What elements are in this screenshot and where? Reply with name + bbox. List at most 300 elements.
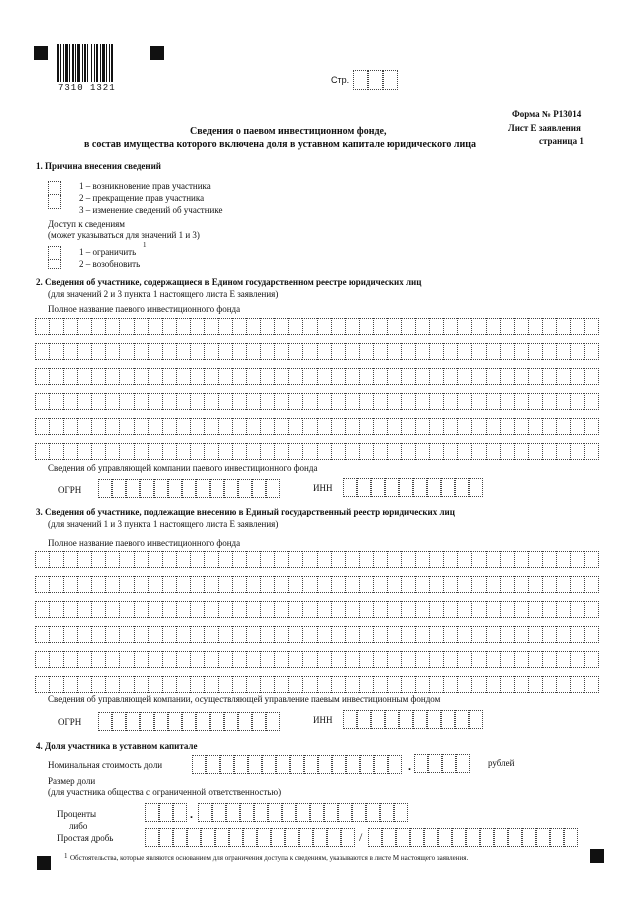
input-cell[interactable]	[288, 651, 302, 668]
input-cell[interactable]	[266, 479, 280, 498]
input-cell[interactable]	[232, 601, 246, 618]
input-cell[interactable]	[204, 551, 218, 568]
input-cell[interactable]	[119, 393, 133, 410]
access-code-box[interactable]	[48, 246, 61, 260]
input-cell[interactable]	[443, 393, 457, 410]
input-cell[interactable]	[401, 651, 415, 668]
input-cell[interactable]	[570, 368, 584, 385]
input-cell[interactable]	[63, 343, 77, 360]
input-cell[interactable]	[457, 393, 471, 410]
input-cell[interactable]	[570, 343, 584, 360]
input-cell[interactable]	[260, 418, 274, 435]
input-cell[interactable]	[218, 551, 232, 568]
input-cell[interactable]	[148, 368, 162, 385]
fund-name-row[interactable]	[35, 676, 599, 693]
input-cell[interactable]	[331, 551, 345, 568]
input-cell[interactable]	[49, 601, 63, 618]
input-cell[interactable]	[63, 676, 77, 693]
input-cell[interactable]	[49, 368, 63, 385]
input-cell[interactable]	[584, 601, 599, 618]
input-cell[interactable]	[260, 368, 274, 385]
input-cell[interactable]	[148, 393, 162, 410]
input-cell[interactable]	[415, 651, 429, 668]
input-cell[interactable]	[288, 576, 302, 593]
fund-name-row[interactable]	[35, 393, 599, 410]
input-cell[interactable]	[105, 576, 119, 593]
input-cell[interactable]	[331, 443, 345, 460]
input-cell[interactable]	[240, 803, 254, 822]
input-cell[interactable]	[410, 828, 424, 847]
input-cell[interactable]	[218, 626, 232, 643]
input-cell[interactable]	[63, 576, 77, 593]
input-cell[interactable]	[457, 443, 471, 460]
input-cell[interactable]	[246, 551, 260, 568]
input-cell[interactable]	[486, 343, 500, 360]
fund-name-row[interactable]	[35, 551, 599, 568]
input-cell[interactable]	[415, 343, 429, 360]
input-cell[interactable]	[556, 418, 570, 435]
input-cell[interactable]	[119, 418, 133, 435]
input-cell[interactable]	[443, 443, 457, 460]
input-cell[interactable]	[148, 443, 162, 460]
percent-fraction-input[interactable]	[198, 803, 408, 822]
input-cell[interactable]	[556, 393, 570, 410]
input-cell[interactable]	[394, 803, 408, 822]
input-cell[interactable]	[318, 755, 332, 774]
input-cell[interactable]	[528, 318, 542, 335]
input-cell[interactable]	[429, 576, 443, 593]
input-cell[interactable]	[345, 551, 359, 568]
input-cell[interactable]	[343, 478, 357, 497]
input-cell[interactable]	[105, 551, 119, 568]
input-cell[interactable]	[252, 479, 266, 498]
input-cell[interactable]	[218, 443, 232, 460]
input-cell[interactable]	[77, 601, 91, 618]
input-cell[interactable]	[584, 443, 599, 460]
input-cell[interactable]	[187, 828, 201, 847]
input-cell[interactable]	[399, 478, 413, 497]
input-cell[interactable]	[232, 626, 246, 643]
input-cell[interactable]	[500, 676, 514, 693]
input-cell[interactable]	[246, 393, 260, 410]
input-cell[interactable]	[63, 601, 77, 618]
input-cell[interactable]	[373, 601, 387, 618]
input-cell[interactable]	[542, 626, 556, 643]
input-cell[interactable]	[210, 712, 224, 731]
input-cell[interactable]	[288, 418, 302, 435]
input-cell[interactable]	[359, 601, 373, 618]
input-cell[interactable]	[415, 418, 429, 435]
input-cell[interactable]	[49, 393, 63, 410]
input-cell[interactable]	[331, 393, 345, 410]
input-cell[interactable]	[77, 551, 91, 568]
input-cell[interactable]	[514, 343, 528, 360]
input-cell[interactable]	[341, 828, 355, 847]
input-cell[interactable]	[500, 601, 514, 618]
input-cell[interactable]	[232, 343, 246, 360]
input-cell[interactable]	[176, 343, 190, 360]
fund-name-row[interactable]	[35, 343, 599, 360]
input-cell[interactable]	[387, 343, 401, 360]
input-cell[interactable]	[302, 676, 316, 693]
input-cell[interactable]	[500, 368, 514, 385]
input-cell[interactable]	[469, 710, 483, 729]
input-cell[interactable]	[528, 676, 542, 693]
input-cell[interactable]	[401, 601, 415, 618]
input-cell[interactable]	[134, 651, 148, 668]
nominal-value-rubles-input[interactable]	[192, 755, 402, 774]
input-cell[interactable]	[302, 318, 316, 335]
input-cell[interactable]	[91, 393, 105, 410]
input-cell[interactable]	[429, 443, 443, 460]
input-cell[interactable]	[201, 828, 215, 847]
input-cell[interactable]	[35, 676, 49, 693]
input-cell[interactable]	[162, 551, 176, 568]
input-cell[interactable]	[105, 318, 119, 335]
input-cell[interactable]	[134, 343, 148, 360]
input-cell[interactable]	[373, 576, 387, 593]
input-cell[interactable]	[49, 418, 63, 435]
input-cell[interactable]	[302, 551, 316, 568]
section3-ogrn-input[interactable]	[98, 712, 280, 731]
input-cell[interactable]	[542, 368, 556, 385]
input-cell[interactable]	[345, 676, 359, 693]
input-cell[interactable]	[282, 803, 296, 822]
input-cell[interactable]	[401, 418, 415, 435]
input-cell[interactable]	[204, 318, 218, 335]
input-cell[interactable]	[357, 710, 371, 729]
input-cell[interactable]	[288, 601, 302, 618]
input-cell[interactable]	[91, 368, 105, 385]
input-cell[interactable]	[176, 368, 190, 385]
input-cell[interactable]	[204, 576, 218, 593]
input-cell[interactable]	[345, 418, 359, 435]
input-cell[interactable]	[556, 601, 570, 618]
input-cell[interactable]	[415, 443, 429, 460]
input-cell[interactable]	[528, 393, 542, 410]
input-cell[interactable]	[457, 576, 471, 593]
input-cell[interactable]	[401, 393, 415, 410]
input-cell[interactable]	[401, 676, 415, 693]
input-cell[interactable]	[428, 754, 442, 773]
input-cell[interactable]	[274, 626, 288, 643]
input-cell[interactable]	[528, 368, 542, 385]
input-cell[interactable]	[49, 551, 63, 568]
input-cell[interactable]	[542, 393, 556, 410]
input-cell[interactable]	[126, 479, 140, 498]
input-cell[interactable]	[77, 318, 91, 335]
input-cell[interactable]	[373, 318, 387, 335]
input-cell[interactable]	[218, 368, 232, 385]
input-cell[interactable]	[119, 368, 133, 385]
input-cell[interactable]	[274, 576, 288, 593]
input-cell[interactable]	[486, 651, 500, 668]
input-cell[interactable]	[288, 551, 302, 568]
input-cell[interactable]	[388, 755, 402, 774]
input-cell[interactable]	[288, 676, 302, 693]
input-cell[interactable]	[35, 576, 49, 593]
input-cell[interactable]	[456, 754, 470, 773]
input-cell[interactable]	[91, 651, 105, 668]
input-cell[interactable]	[204, 418, 218, 435]
section3-inn-input[interactable]	[343, 710, 483, 729]
input-cell[interactable]	[359, 418, 373, 435]
fund-name-row[interactable]	[35, 418, 599, 435]
input-cell[interactable]	[584, 576, 599, 593]
input-cell[interactable]	[49, 651, 63, 668]
input-cell[interactable]	[302, 343, 316, 360]
input-cell[interactable]	[429, 651, 443, 668]
input-cell[interactable]	[91, 576, 105, 593]
input-cell[interactable]	[345, 576, 359, 593]
input-cell[interactable]	[210, 479, 224, 498]
input-cell[interactable]	[154, 712, 168, 731]
input-cell[interactable]	[457, 368, 471, 385]
input-cell[interactable]	[317, 368, 331, 385]
input-cell[interactable]	[192, 755, 206, 774]
input-cell[interactable]	[105, 443, 119, 460]
input-cell[interactable]	[327, 828, 341, 847]
input-cell[interactable]	[331, 576, 345, 593]
input-cell[interactable]	[304, 755, 318, 774]
input-cell[interactable]	[471, 418, 485, 435]
input-cell[interactable]	[514, 393, 528, 410]
input-cell[interactable]	[556, 676, 570, 693]
input-cell[interactable]	[317, 626, 331, 643]
input-cell[interactable]	[494, 828, 508, 847]
input-cell[interactable]	[310, 803, 324, 822]
input-cell[interactable]	[331, 601, 345, 618]
input-cell[interactable]	[105, 368, 119, 385]
input-cell[interactable]	[570, 601, 584, 618]
input-cell[interactable]	[77, 626, 91, 643]
input-cell[interactable]	[500, 651, 514, 668]
input-cell[interactable]	[570, 626, 584, 643]
input-cell[interactable]	[373, 651, 387, 668]
input-cell[interactable]	[471, 551, 485, 568]
input-cell[interactable]	[486, 318, 500, 335]
input-cell[interactable]	[570, 551, 584, 568]
input-cell[interactable]	[176, 443, 190, 460]
input-cell[interactable]	[441, 710, 455, 729]
section2-ogrn-input[interactable]	[98, 479, 280, 498]
input-cell[interactable]	[345, 368, 359, 385]
input-cell[interactable]	[35, 551, 49, 568]
input-cell[interactable]	[232, 443, 246, 460]
input-cell[interactable]	[35, 626, 49, 643]
input-cell[interactable]	[162, 626, 176, 643]
input-cell[interactable]	[196, 712, 210, 731]
input-cell[interactable]	[190, 551, 204, 568]
input-cell[interactable]	[35, 368, 49, 385]
input-cell[interactable]	[63, 626, 77, 643]
input-cell[interactable]	[514, 443, 528, 460]
input-cell[interactable]	[105, 651, 119, 668]
input-cell[interactable]	[91, 626, 105, 643]
input-cell[interactable]	[190, 626, 204, 643]
input-cell[interactable]	[373, 551, 387, 568]
input-cell[interactable]	[457, 551, 471, 568]
input-cell[interactable]	[246, 676, 260, 693]
input-cell[interactable]	[542, 318, 556, 335]
input-cell[interactable]	[190, 343, 204, 360]
input-cell[interactable]	[443, 626, 457, 643]
input-cell[interactable]	[206, 755, 220, 774]
input-cell[interactable]	[522, 828, 536, 847]
input-cell[interactable]	[401, 443, 415, 460]
input-cell[interactable]	[260, 443, 274, 460]
input-cell[interactable]	[508, 828, 522, 847]
input-cell[interactable]	[486, 551, 500, 568]
input-cell[interactable]	[399, 710, 413, 729]
input-cell[interactable]	[317, 601, 331, 618]
input-cell[interactable]	[98, 712, 112, 731]
input-cell[interactable]	[542, 601, 556, 618]
input-cell[interactable]	[232, 551, 246, 568]
input-cell[interactable]	[168, 479, 182, 498]
input-cell[interactable]	[387, 601, 401, 618]
input-cell[interactable]	[359, 551, 373, 568]
input-cell[interactable]	[570, 318, 584, 335]
input-cell[interactable]	[246, 651, 260, 668]
input-cell[interactable]	[317, 418, 331, 435]
input-cell[interactable]	[471, 626, 485, 643]
input-cell[interactable]	[438, 828, 452, 847]
input-cell[interactable]	[415, 601, 429, 618]
input-cell[interactable]	[260, 576, 274, 593]
input-cell[interactable]	[302, 368, 316, 385]
input-cell[interactable]	[260, 318, 274, 335]
input-cell[interactable]	[77, 343, 91, 360]
input-cell[interactable]	[415, 626, 429, 643]
input-cell[interactable]	[542, 651, 556, 668]
input-cell[interactable]	[373, 393, 387, 410]
input-cell[interactable]	[514, 368, 528, 385]
input-cell[interactable]	[190, 651, 204, 668]
input-cell[interactable]	[514, 626, 528, 643]
input-cell[interactable]	[260, 601, 274, 618]
input-cell[interactable]	[514, 551, 528, 568]
input-cell[interactable]	[262, 755, 276, 774]
input-cell[interactable]	[91, 443, 105, 460]
input-cell[interactable]	[564, 828, 578, 847]
input-cell[interactable]	[246, 601, 260, 618]
input-cell[interactable]	[190, 576, 204, 593]
input-cell[interactable]	[457, 318, 471, 335]
input-cell[interactable]	[441, 478, 455, 497]
input-cell[interactable]	[500, 626, 514, 643]
input-cell[interactable]	[105, 626, 119, 643]
input-cell[interactable]	[443, 318, 457, 335]
input-cell[interactable]	[584, 418, 599, 435]
input-cell[interactable]	[469, 478, 483, 497]
input-cell[interactable]	[288, 368, 302, 385]
input-cell[interactable]	[387, 443, 401, 460]
input-cell[interactable]	[471, 576, 485, 593]
input-cell[interactable]	[359, 626, 373, 643]
input-cell[interactable]	[91, 551, 105, 568]
input-cell[interactable]	[218, 651, 232, 668]
input-cell[interactable]	[198, 803, 212, 822]
input-cell[interactable]	[387, 576, 401, 593]
input-cell[interactable]	[159, 828, 173, 847]
input-cell[interactable]	[429, 368, 443, 385]
input-cell[interactable]	[229, 828, 243, 847]
fund-name-row[interactable]	[35, 368, 599, 385]
fund-name-row[interactable]	[35, 443, 599, 460]
input-cell[interactable]	[317, 676, 331, 693]
input-cell[interactable]	[218, 418, 232, 435]
input-cell[interactable]	[252, 712, 266, 731]
input-cell[interactable]	[105, 676, 119, 693]
input-cell[interactable]	[387, 368, 401, 385]
input-cell[interactable]	[274, 368, 288, 385]
input-cell[interactable]	[212, 803, 226, 822]
input-cell[interactable]	[471, 343, 485, 360]
input-cell[interactable]	[556, 551, 570, 568]
input-cell[interactable]	[176, 551, 190, 568]
input-cell[interactable]	[218, 343, 232, 360]
input-cell[interactable]	[359, 443, 373, 460]
input-cell[interactable]	[471, 651, 485, 668]
input-cell[interactable]	[246, 443, 260, 460]
input-cell[interactable]	[260, 551, 274, 568]
input-cell[interactable]	[387, 393, 401, 410]
input-cell[interactable]	[119, 443, 133, 460]
input-cell[interactable]	[514, 318, 528, 335]
input-cell[interactable]	[345, 626, 359, 643]
input-cell[interactable]	[415, 318, 429, 335]
input-cell[interactable]	[352, 803, 366, 822]
input-cell[interactable]	[345, 393, 359, 410]
input-cell[interactable]	[176, 418, 190, 435]
input-cell[interactable]	[514, 418, 528, 435]
input-cell[interactable]	[140, 712, 154, 731]
input-cell[interactable]	[360, 755, 374, 774]
input-cell[interactable]	[145, 803, 159, 822]
input-cell[interactable]	[500, 576, 514, 593]
input-cell[interactable]	[443, 418, 457, 435]
input-cell[interactable]	[345, 318, 359, 335]
input-cell[interactable]	[134, 418, 148, 435]
input-cell[interactable]	[274, 443, 288, 460]
input-cell[interactable]	[371, 478, 385, 497]
input-cell[interactable]	[148, 318, 162, 335]
input-cell[interactable]	[500, 393, 514, 410]
input-cell[interactable]	[274, 343, 288, 360]
input-cell[interactable]	[500, 418, 514, 435]
input-cell[interactable]	[63, 443, 77, 460]
reason-code-box[interactable]	[48, 181, 61, 195]
input-cell[interactable]	[162, 576, 176, 593]
input-cell[interactable]	[105, 418, 119, 435]
input-cell[interactable]	[317, 343, 331, 360]
input-cell[interactable]	[486, 368, 500, 385]
input-cell[interactable]	[413, 478, 427, 497]
input-cell[interactable]	[584, 651, 599, 668]
input-cell[interactable]	[486, 601, 500, 618]
input-cell[interactable]	[204, 368, 218, 385]
input-cell[interactable]	[226, 803, 240, 822]
input-cell[interactable]	[550, 828, 564, 847]
input-cell[interactable]	[63, 368, 77, 385]
input-cell[interactable]	[556, 651, 570, 668]
input-cell[interactable]	[457, 601, 471, 618]
input-cell[interactable]	[500, 551, 514, 568]
input-cell[interactable]	[162, 368, 176, 385]
input-cell[interactable]	[148, 676, 162, 693]
input-cell[interactable]	[466, 828, 480, 847]
